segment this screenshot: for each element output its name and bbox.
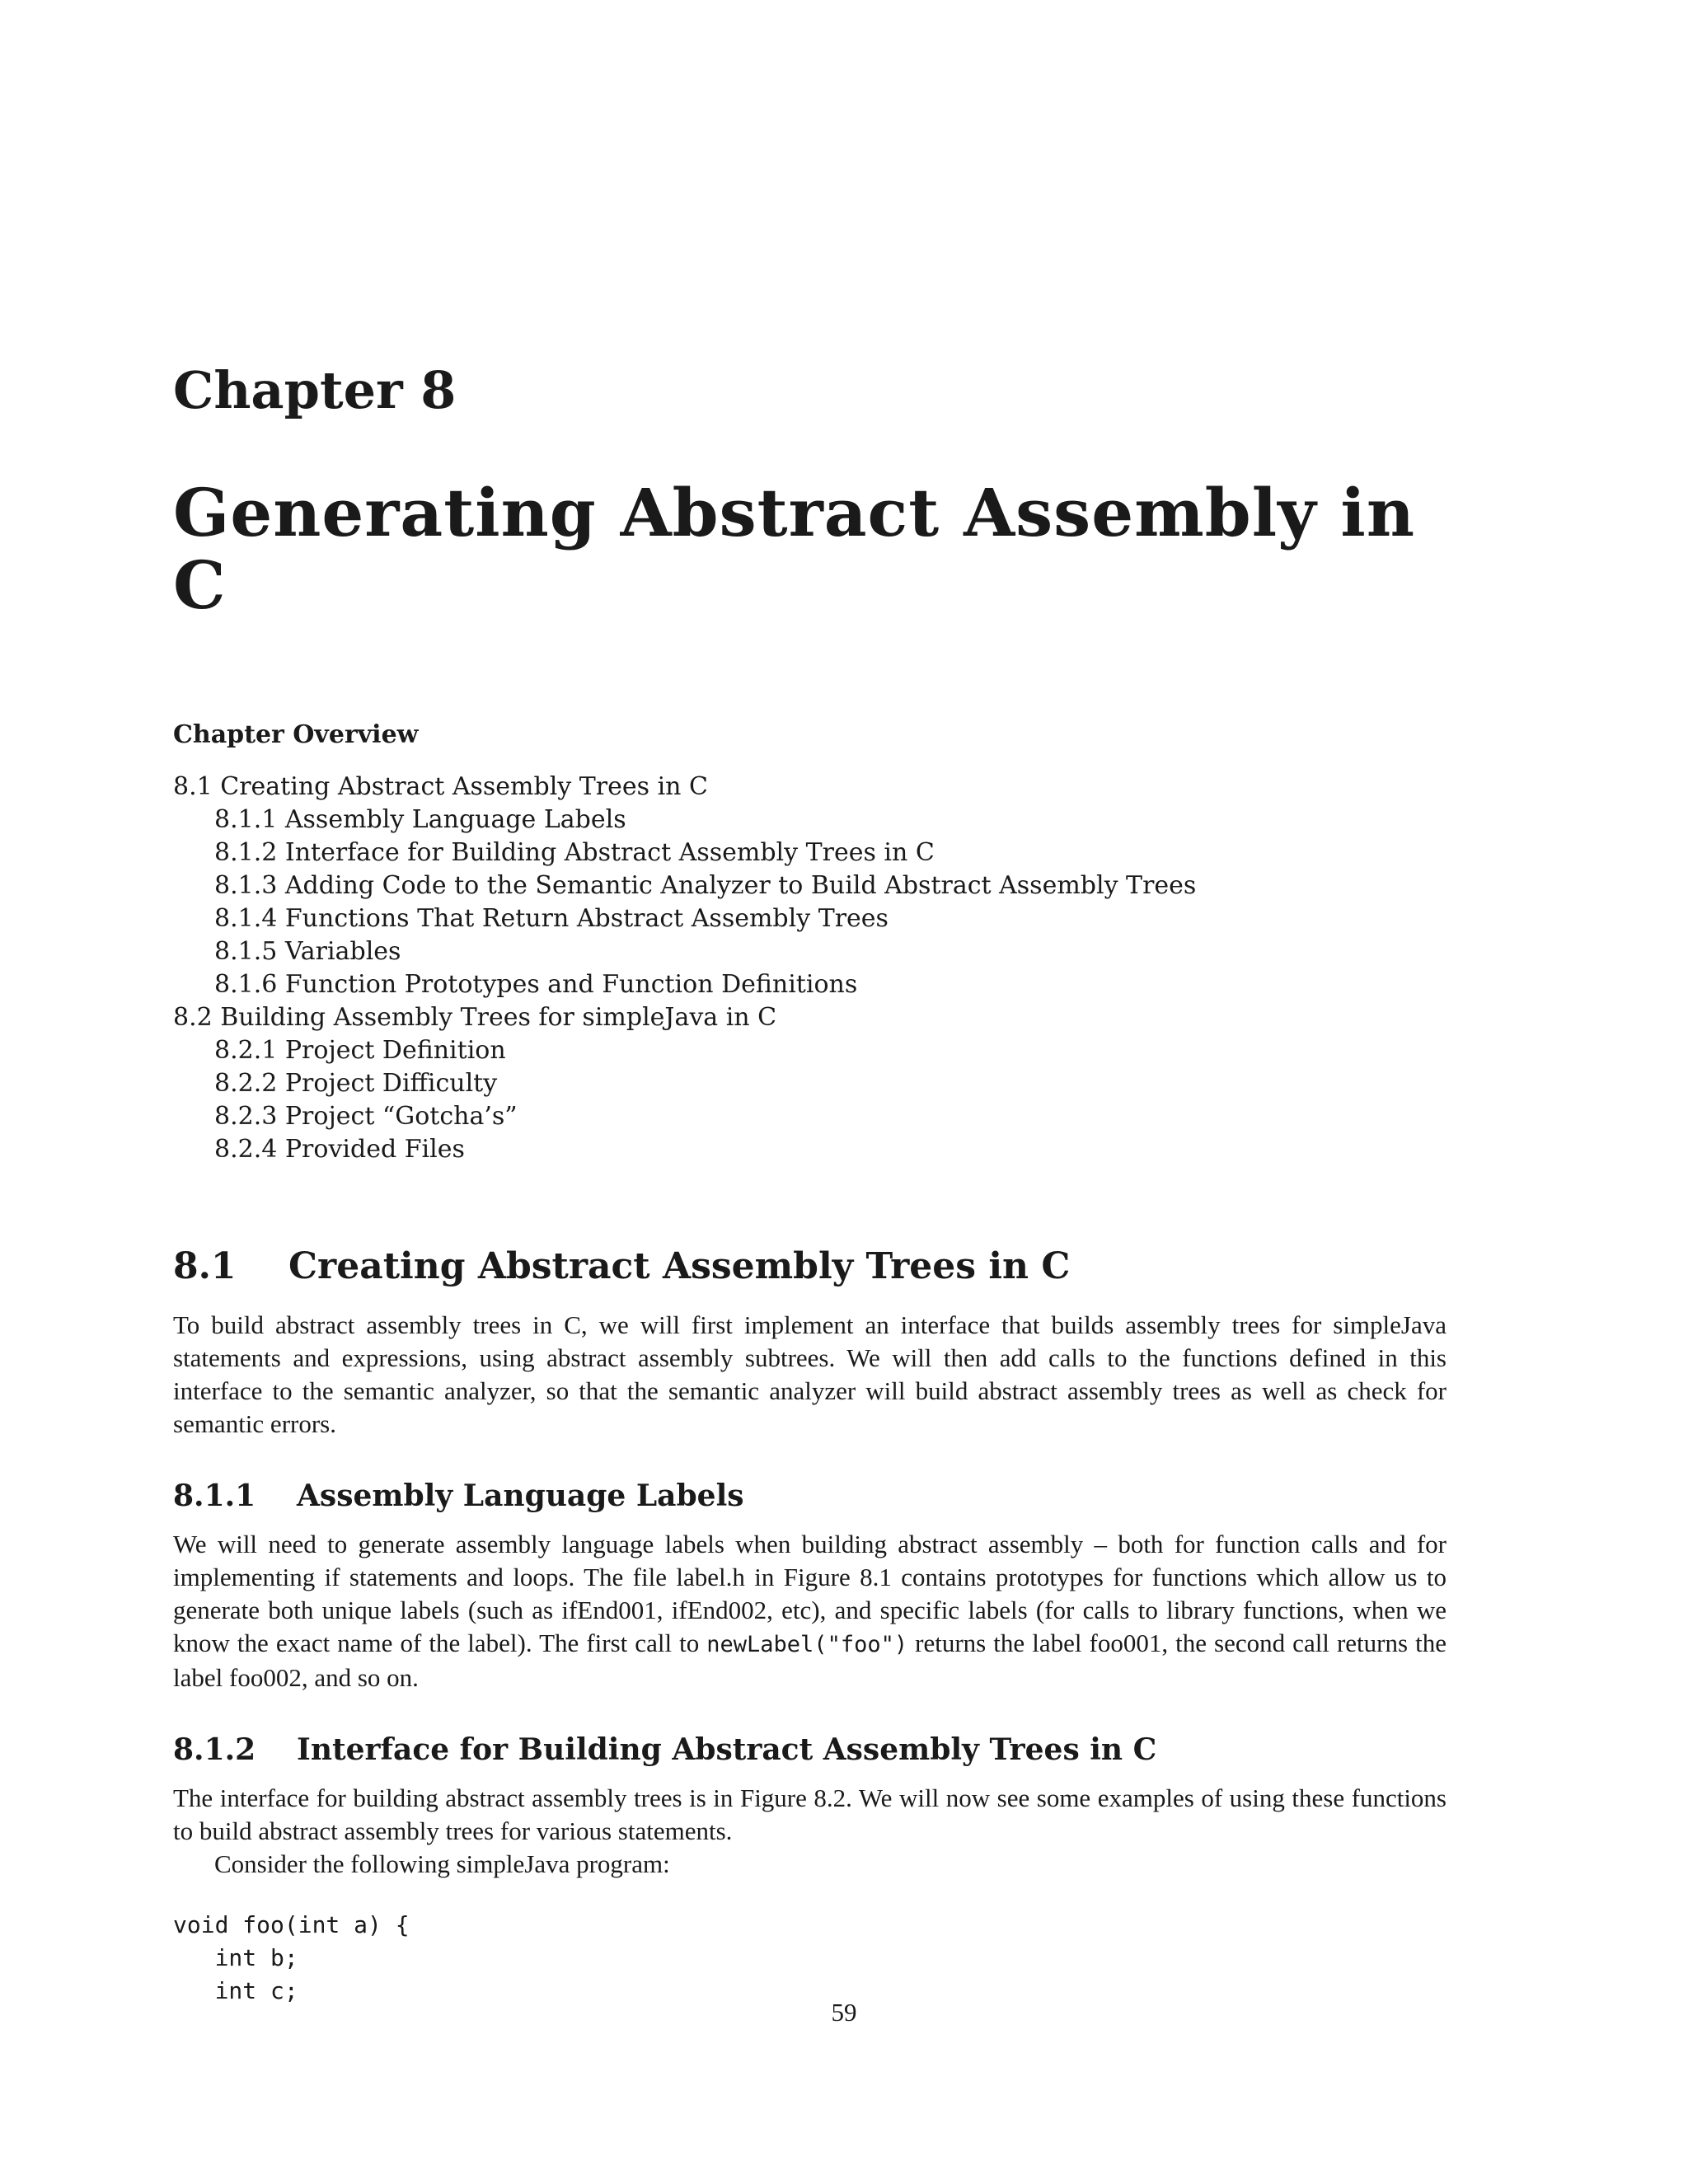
section-8-1-1-paragraph: [173, 1528, 1447, 1694]
chapter-overview-item: 8.1.3 Adding Code to the Semantic Analyzer to Build Abstract Assembly Trees: [214, 871, 1197, 901]
chapter-title: Generating Abstract Assembly in C: [173, 474, 1415, 625]
code-listing: void foo(int a) { int b; int c;: [173, 1911, 410, 2005]
subsection-heading-8-1-1: [173, 1479, 1447, 1513]
chapter-overview-list: [173, 771, 1447, 1166]
section-heading-8-1: [173, 1245, 1447, 1287]
chapter-overview-item: 8.1.6 Function Prototypes and Function Definitions: [214, 970, 858, 1000]
paragraph-text: returns the label foo001, the second call returns the label foo002, and so on.: [173, 1629, 1447, 1693]
chapter-overview-item: 8.2.3 Project “Gotcha’s”: [214, 1102, 518, 1132]
subsection-number: 8.1.2: [173, 1732, 256, 1768]
section-8-1-2-paragraph-2: Consider the following simpleJava program:: [214, 1849, 670, 1879]
chapter-overview-item: 8.1.4 Functions That Return Abstract Assembly Trees: [214, 904, 889, 934]
chapter-overview-item: 8.1.2 Interface for Building Abstract Assembly Trees in C: [214, 838, 935, 868]
chapter-overview-item: 8.2.2 Project Difficulty: [214, 1069, 498, 1099]
subsection-title: Interface for Building Abstract Assembly Trees in C: [297, 1732, 1157, 1768]
section-8-1-2-paragraph-1: The interface for building abstract assembly trees is in Figure 8.2. We will now see some examples of using these functions to build abstract assembly trees for various statements.: [173, 1783, 1447, 1846]
chapter-overview-item: 8.2 Building Assembly Trees for simpleJava in C: [173, 1003, 777, 1033]
section-8-1-paragraph: To build abstract assembly trees in C, we will first implement an interface that builds assembly trees for simpleJava statements and expressions, using abstract assembly subtrees. We will then add calls to the functions defined in this interface to the semantic analyzer, so that the semantic analyzer will build abstract assembly trees as well as check for semantic errors.: [173, 1310, 1447, 1439]
page-content: [173, 360, 1447, 2008]
chapter-overview-heading: Chapter Overview: [173, 720, 419, 750]
page-number: 59: [831, 1998, 857, 2027]
subsection-title: Assembly Language Labels: [297, 1479, 744, 1514]
chapter-overview-item: 8.1.5 Variables: [214, 937, 401, 967]
chapter-overview-item: 8.2.4 Provided Files: [214, 1135, 465, 1165]
chapter-overview-item: 8.1.1 Assembly Language Labels: [214, 805, 626, 835]
section-title: Creating Abstract Assembly Trees in C: [288, 1245, 1071, 1288]
chapter-overview-item: 8.1 Creating Abstract Assembly Trees in C: [173, 772, 708, 802]
section-number: 8.1: [173, 1245, 237, 1288]
chapter-overview-item: 8.2.1 Project Definition: [214, 1036, 506, 1066]
inline-code: newLabel("foo"): [706, 1632, 908, 1658]
subsection-number: 8.1.1: [173, 1479, 256, 1514]
subsection-heading-8-1-2: [173, 1732, 1447, 1767]
paragraph-text: We will need to generate assembly language labels when building abstract assembly – both for function calls and for implementing if statements and loops. The file label.h in Figure 8.1 contains prototypes for functions which allow us to generate both unique labels (such as ifEnd001, ifEnd002, etc), and specific labels (for calls to library functions, when we know the exact name of the label). The first call to: [173, 1530, 1447, 1658]
chapter-label: Chapter 8: [173, 360, 457, 420]
